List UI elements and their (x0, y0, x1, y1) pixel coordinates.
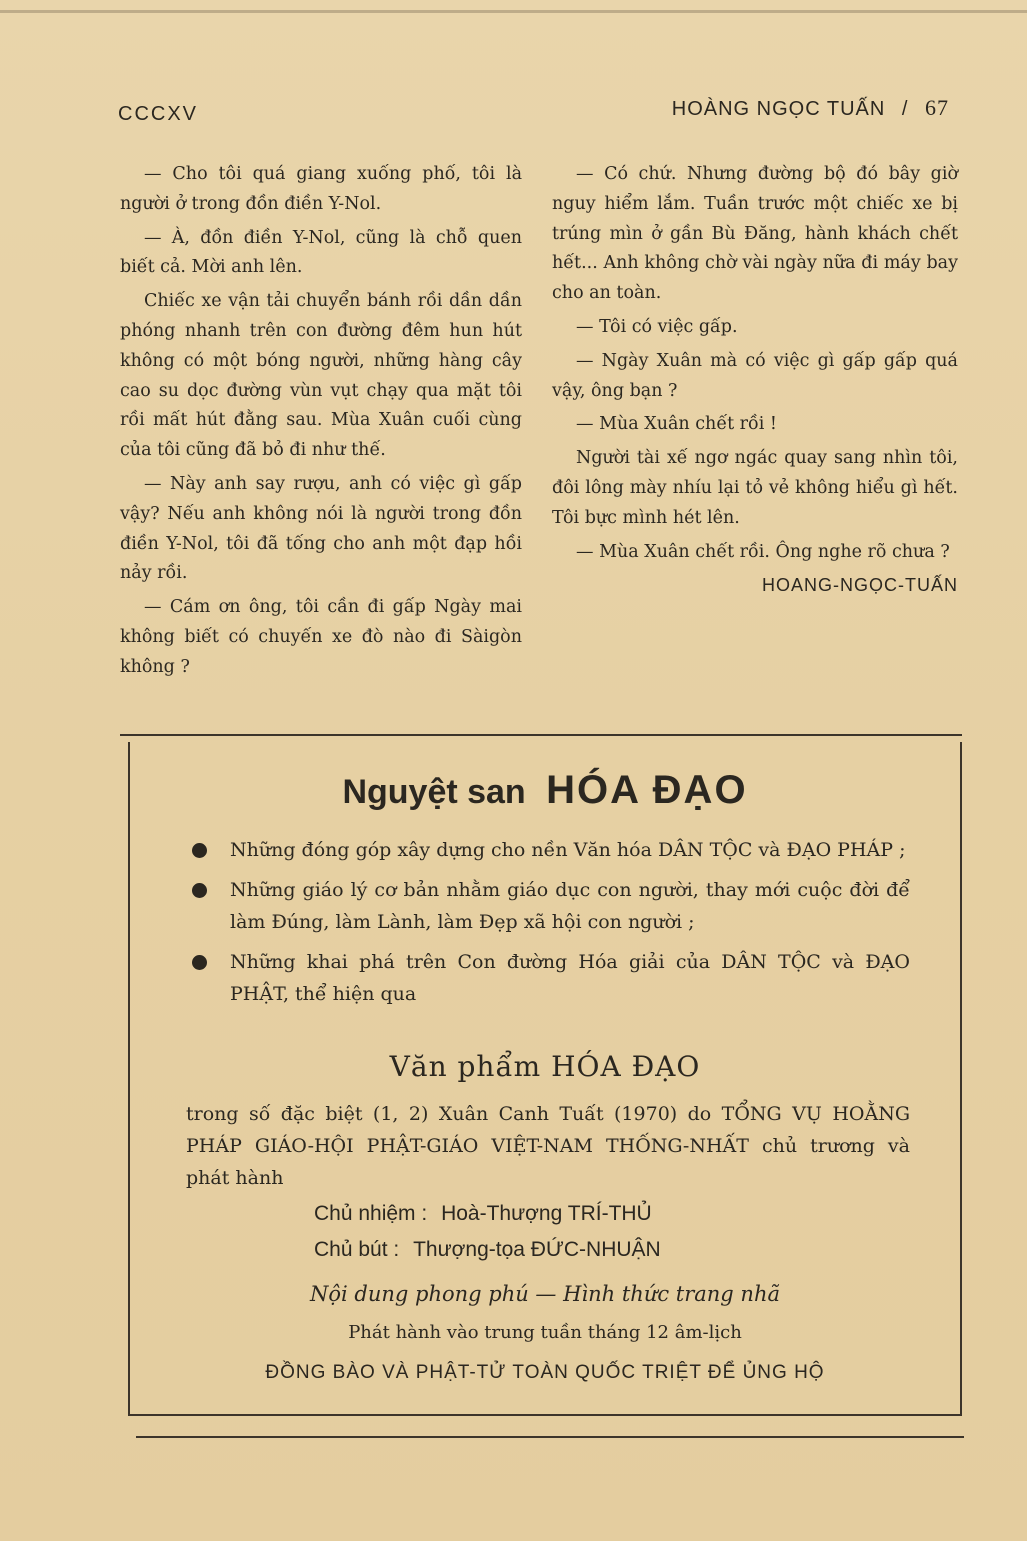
story-column-left (120, 160, 522, 687)
running-header (672, 95, 949, 121)
ad-release-date: Phát hành vào trung tuần tháng 12 âm-lịch (348, 1322, 742, 1343)
paragraph: — Mùa Xuân chết rồi ! (576, 414, 777, 435)
paragraph: — À, đồn điền Y-Nol, cũng là chỗ quen biết cả. Mời anh lên. (120, 227, 522, 278)
paragraph: — Tôi có việc gấp. (576, 316, 738, 337)
bullet-text: Những giáo lý cơ bản nhằm giáo dục con người, thay mới cuộc đời để làm Đúng, làm Lành, làm Đẹp xã hội con người ; (230, 879, 910, 933)
section-number: CCCXV (118, 103, 199, 125)
bullet-dot-icon (192, 955, 207, 970)
ad-subtitle: Văn phẩm HÓA ĐẠO (389, 1050, 701, 1083)
author-signature: HOANG-NGỌC-TUẤN (762, 575, 958, 596)
bullet-text: Những khai phá trên Con đường Hóa giải của DÂN TỘC và ĐẠO PHẬT, thể hiện qua (230, 951, 910, 1005)
header-separator: / (901, 98, 909, 120)
paragraph: — Ngày Xuân mà có việc gì gấp gấp quá vậy, ông bạn ? (552, 350, 958, 401)
ad-title-prefix: Nguyệt san (342, 773, 526, 811)
list-item (186, 834, 910, 866)
paragraph: — Này anh say rượu, anh có việc gì gấp vậy? Nếu anh không nói là người trong đồn điền Y-Nol, tôi đã tống cho anh một đạp hồi nảy rồi. (120, 473, 522, 584)
paragraph: — Có chứ. Nhưng đường bộ đó bây giờ nguy hiểm lắm. Tuần trước một chiếc xe bị trúng mìn ở gần Bù Đăng, hành khách chết hết... Anh không chờ vài ngày nữa đi máy bay cho an toàn. (552, 164, 958, 304)
writer-line (314, 1238, 661, 1262)
list-item (186, 874, 910, 938)
paragraph: — Cho tôi quá giang xuống phố, tôi là người ở trong đồn điền Y-Nol. (120, 164, 522, 214)
writer-name: Thượng-tọa ĐỨC-NHUẬN (413, 1238, 661, 1261)
ad-title (130, 768, 960, 813)
editor-label: Chủ nhiệm : (314, 1202, 428, 1225)
ad-description: trong số đặc biệt (1, 2) Xuân Canh Tuất (1970) do TỔNG VỤ HOẰNG PHÁP GIÁO-HỘI PHẬT-GIÁO VIỆT-NAM THỐNG-NHẤT chủ trương và phát hành (186, 1103, 910, 1189)
list-item (186, 946, 910, 1010)
top-edge-line (0, 10, 1027, 13)
paragraph: Người tài xế ngơ ngác quay sang nhìn tôi, đôi lông mày nhíu lại tỏ vẻ không hiểu gì hết. Tôi bực mình hét lên. (552, 448, 958, 528)
paragraph: Chiếc xe vận tải chuyển bánh rồi dần dần phóng nhanh trên con đường đêm hun hút không có một bóng người, những hàng cây cao su dọc đường vùn vụt chạy qua mặt tôi rồi mất hút đằng sau. Mùa Xuân cuối cùng của tôi cũng đã bỏ đi như thế. (120, 291, 522, 461)
advertisement-box (128, 742, 962, 1416)
ad-title-name: HÓA ĐẠO (546, 768, 748, 812)
bullet-text: Những đóng góp xây dựng cho nền Văn hóa DÂN TỘC và ĐẠO PHÁP ; (230, 839, 906, 861)
bullet-dot-icon (192, 883, 207, 898)
story-column-right (552, 160, 958, 605)
editor-name: Hoà-Thượng TRÍ-THỦ (441, 1202, 652, 1225)
divider-top (120, 734, 962, 736)
bullet-dot-icon (192, 843, 207, 858)
paragraph: — Cám ơn ông, tôi cần đi gấp Ngày mai không biết có chuyến xe đò nào đi Sàigòn không ? (120, 597, 522, 677)
ad-slogan: Nội dung phong phú — Hình thức trang nhã (309, 1282, 780, 1306)
divider-bottom (136, 1436, 964, 1438)
editor-line (314, 1202, 652, 1226)
writer-label: Chủ bút : (314, 1238, 400, 1261)
page-number: 67 (925, 95, 949, 120)
header-author: HOÀNG NGỌC TUẤN (671, 98, 886, 120)
paragraph: — Mùa Xuân chết rồi. Ông nghe rõ chưa ? (576, 541, 950, 562)
ad-bullet-list (186, 834, 910, 1018)
ad-appeal: ĐỒNG BÀO VÀ PHẬT-TỬ TOÀN QUỐC TRIỆT ĐỂ ỦNG HỘ (265, 1362, 825, 1383)
